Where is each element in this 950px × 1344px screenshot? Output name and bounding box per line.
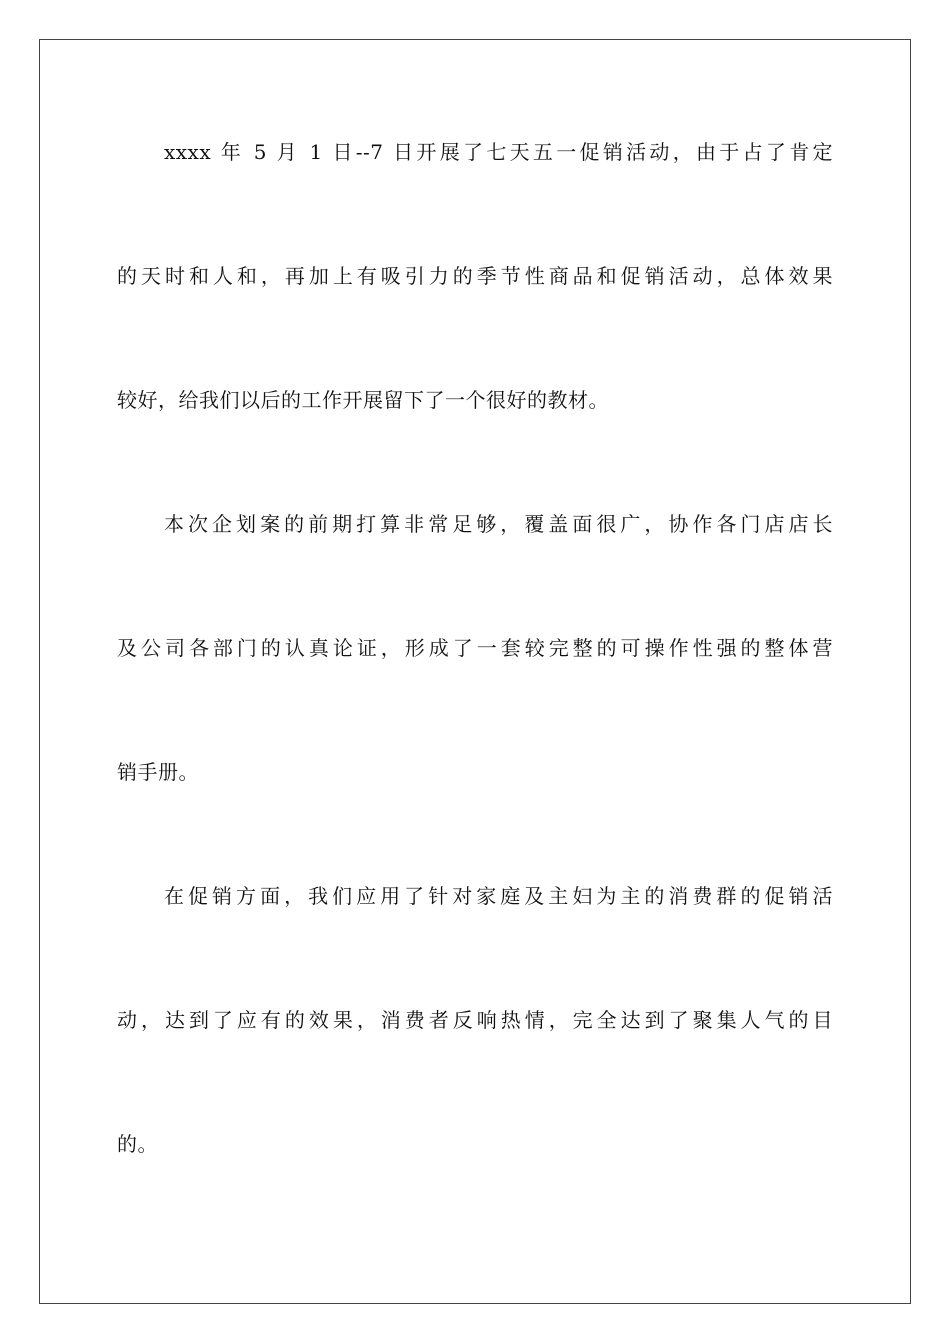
paragraph-3-line-1: 在促销方面，我们应用了针对家庭及主妇为主的消费群的促销活 <box>164 884 833 908</box>
page-border <box>39 39 911 1304</box>
paragraph-2-line-3: 销手册。 <box>117 760 199 784</box>
paragraph-3-line-2: 动，达到了应有的效果，消费者反响热情，完全达到了聚集人气的目 <box>117 1008 833 1032</box>
paragraph-1-line-2: 的天时和人和，再加上有吸引力的季节性商品和促销活动，总体效果 <box>117 264 833 288</box>
paragraph-2-line-2: 及公司各部门的认真论证，形成了一套较完整的可操作性强的整体营 <box>117 636 833 660</box>
paragraph-1-line-1: xxxx 年 5 月 1 日--7 日开展了七天五一促销活动，由于占了肯定 <box>164 140 833 164</box>
paragraph-2-line-1: 本次企划案的前期打算非常足够，覆盖面很广，协作各门店店长 <box>164 512 833 536</box>
paragraph-1-line-3: 较好，给我们以后的工作开展留下了一个很好的教材。 <box>117 388 609 412</box>
paragraph-3-line-3: 的。 <box>117 1132 158 1156</box>
